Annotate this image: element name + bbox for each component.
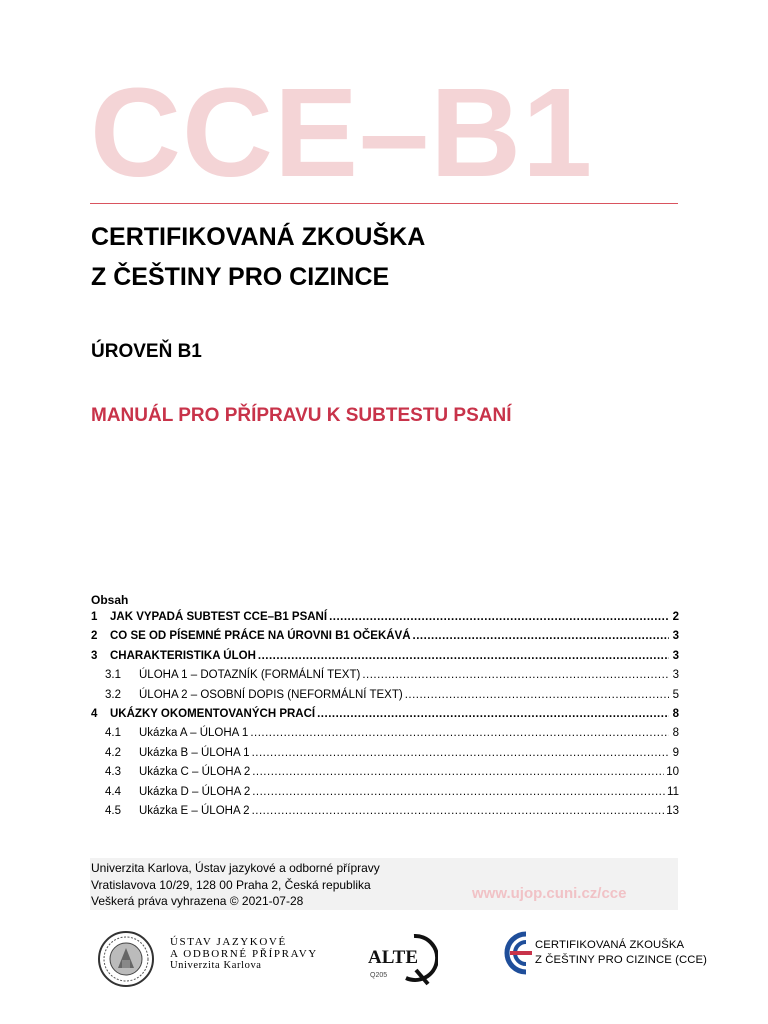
toc-entry-page: 10	[666, 766, 679, 779]
toc-entry-number: 4.1	[105, 727, 121, 740]
toc-entry-label: Ukázka D – ÚLOHA 2	[139, 785, 251, 798]
toc-leader	[405, 689, 669, 701]
toc-leader	[252, 786, 665, 798]
toc-entry-label: ÚLOHA 1 – DOTAZNÍK (FORMÁLNÍ TEXT)	[139, 669, 361, 682]
toc-subentry[interactable]	[91, 669, 679, 688]
toc-entry[interactable]	[91, 630, 679, 649]
university-seal-icon	[97, 930, 155, 988]
toc-entry-label: Ukázka B – ÚLOHA 1	[139, 746, 250, 759]
toc-entry[interactable]	[91, 650, 679, 669]
toc-entry-label: ÚLOHA 2 – OSOBNÍ DOPIS (NEFORMÁLNÍ TEXT)	[139, 688, 403, 701]
toc-entry-page: 3	[672, 630, 679, 643]
toc-leader	[362, 669, 669, 681]
title-divider	[90, 203, 678, 204]
toc-entry-page: 8	[672, 727, 679, 740]
cover-big-title: CCE–B1	[90, 62, 594, 203]
toc-entry-number: 3.2	[105, 688, 121, 701]
manual-title: MANUÁL PRO PŘÍPRAVU K SUBTESTU PSANÍ	[91, 405, 512, 426]
toc-entry-label: CO SE OD PÍSEMNÉ PRÁCE NA ÚROVNI B1 OČEKÁVÁ	[110, 630, 411, 643]
publisher-info	[91, 860, 380, 910]
ujop-logo-line3: Univerzita Karlova	[170, 960, 262, 971]
certificate-title-line2: Z ČEŠTINY PRO CIZINCE	[91, 263, 390, 291]
toc-entry-number: 4.4	[105, 785, 121, 798]
cce-logo-line2: Z ČEŠTINY PRO CIZINCE (CCE)	[535, 954, 707, 966]
toc-subentry[interactable]	[91, 786, 679, 805]
toc-subentry[interactable]	[91, 747, 679, 766]
toc-entry-number: 4.2	[105, 746, 121, 759]
toc-entry-page: 3	[672, 669, 679, 682]
toc-entry-label: CHARAKTERISTIKA ÚLOH	[110, 649, 256, 662]
toc-entry-label: JAK VYPADÁ SUBTEST CCE–B1 PSANÍ	[110, 611, 328, 623]
toc-entry[interactable]	[91, 611, 679, 630]
alte-logo-sub: Q205	[370, 972, 388, 979]
toc-leader	[317, 708, 669, 720]
toc-entry-page: 8	[672, 707, 679, 720]
toc-subentry[interactable]	[91, 727, 679, 746]
toc-entry-number: 1	[91, 611, 98, 623]
toc-entry-number: 4.3	[105, 766, 121, 779]
toc-entry-label: Ukázka A – ÚLOHA 1	[139, 727, 249, 740]
toc-leader	[252, 766, 664, 778]
publisher-line2: Vratislavova 10/29, 128 00 Praha 2, Česká republika	[91, 877, 371, 892]
toc-entry-page: 2	[672, 611, 679, 623]
toc-entry-number: 3.1	[105, 669, 121, 682]
alte-logo-text: ALTE	[368, 947, 418, 968]
alte-logo	[366, 930, 438, 986]
toc-leader	[252, 747, 669, 759]
level-label: ÚROVEŇ B1	[91, 341, 202, 362]
toc-entry-page: 11	[667, 785, 679, 798]
toc-entry-label: Ukázka E – ÚLOHA 2	[139, 804, 250, 817]
toc-entry-number: 3	[91, 649, 98, 662]
ujop-logo-line1: ÚSTAV JAZYKOVÉ	[170, 936, 287, 948]
website-link[interactable]: www.ujop.cuni.cz/cce	[472, 885, 627, 902]
certificate-title	[91, 217, 425, 297]
cce-logo-text	[535, 938, 707, 968]
toc-entry-page: 9	[672, 746, 679, 759]
toc-entry-label: UKÁZKY OKOMENTOVANÝCH PRACÍ	[110, 707, 316, 720]
toc-entry-number: 4	[91, 707, 98, 720]
table-of-contents	[91, 611, 679, 824]
toc-leader	[258, 650, 669, 662]
publisher-line3: Veškerá práva vyhrazena © 2021-07-28	[91, 894, 304, 908]
toc-leader	[329, 611, 669, 623]
toc-leader	[250, 727, 669, 739]
toc-entry-number: 2	[91, 630, 98, 643]
toc-heading: Obsah	[91, 593, 129, 607]
toc-entry[interactable]	[91, 708, 679, 727]
toc-subentry[interactable]	[91, 805, 679, 824]
toc-subentry[interactable]	[91, 689, 679, 708]
cce-logo-line1: CERTIFIKOVANÁ ZKOUŠKA	[535, 939, 685, 951]
toc-entry-page: 5	[672, 688, 679, 701]
toc-subentry[interactable]	[91, 766, 679, 785]
toc-entry-number: 4.5	[105, 804, 121, 817]
publisher-line1: Univerzita Karlova, Ústav jazykové a odborné přípravy	[91, 861, 380, 875]
toc-entry-page: 13	[666, 804, 679, 817]
certificate-title-line1: CERTIFIKOVANÁ ZKOUŠKA	[91, 223, 426, 251]
ujop-logo-line2: A ODBORNÉ PŘÍPRAVY	[170, 948, 318, 960]
toc-leader	[252, 805, 665, 817]
toc-entry-page: 3	[672, 649, 679, 662]
cce-logo-icon	[500, 930, 536, 976]
ujop-logo-text	[170, 936, 318, 972]
toc-leader	[413, 630, 669, 642]
toc-entry-label: Ukázka C – ÚLOHA 2	[139, 766, 251, 779]
